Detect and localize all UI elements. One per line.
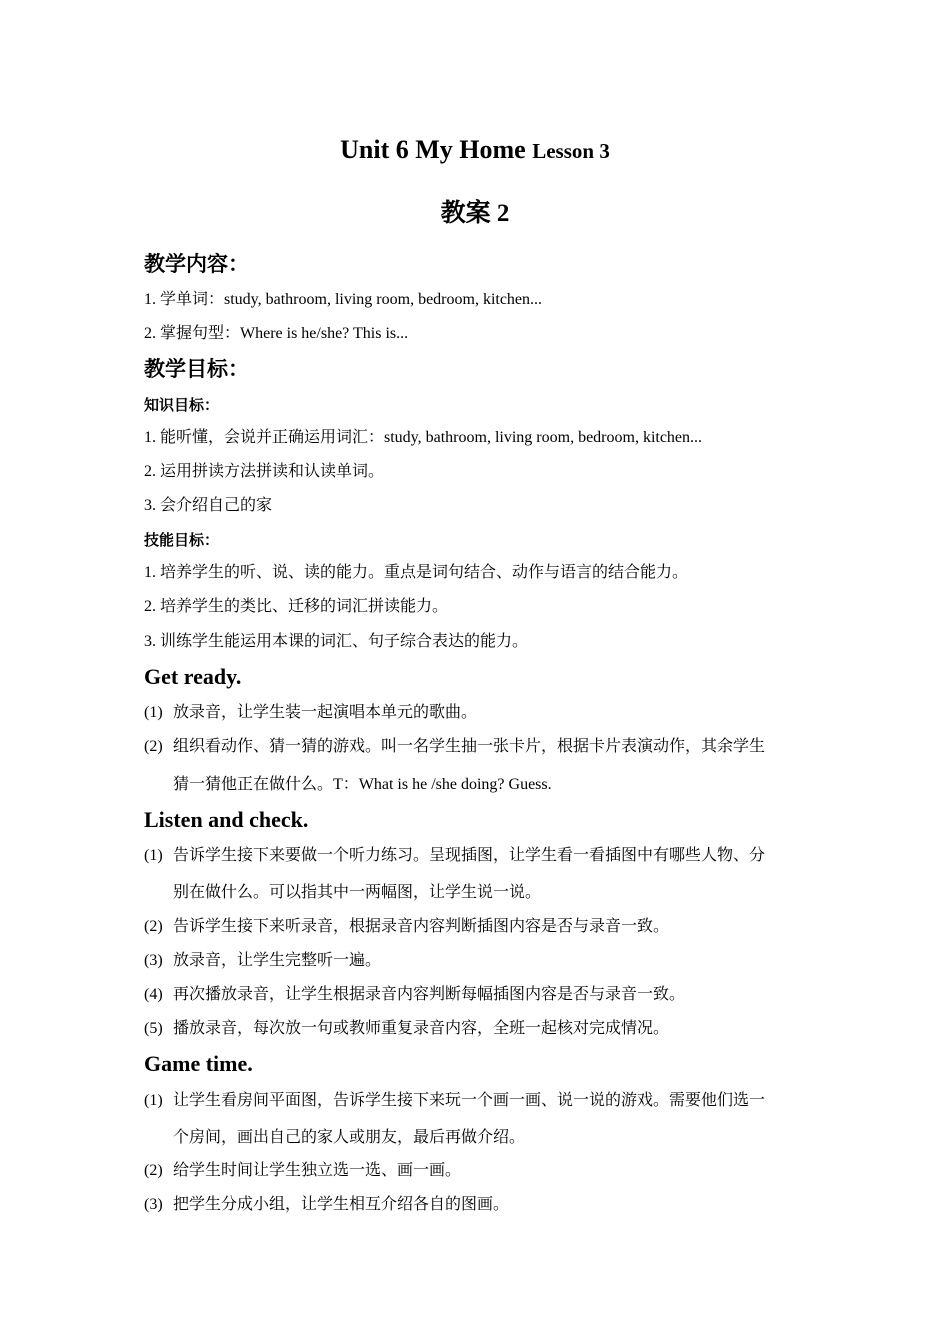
listen-item-5: (5) 播放录音，每次放一句或教师重复录音内容，全班一起核对完成情况。 <box>144 1020 670 1037</box>
knowledge-item-1: 1. 能听懂，会说并正确运用词汇：study, bathroom, living room, bedroom, kitchen... <box>144 429 703 446</box>
subheading-knowledge: 知识目标： <box>144 398 220 414</box>
title-lesson: Lesson 3 <box>532 139 610 163</box>
section-heading-listen: Listen and check. <box>144 807 309 832</box>
get-ready-item-1: (1) 放录音，让学生装一起演唱本单元的歌曲。 <box>144 704 478 721</box>
listen-item-1: (1) 告诉学生接下来要做一个听力练习。呈现插图，让学生看一看插图中有哪些人物、分 <box>144 847 766 864</box>
knowledge-item-2: 2. 运用拼读方法拼读和认读单词。 <box>144 463 385 480</box>
game-item-1: (1) 让学生看房间平面图，告诉学生接下来玩一个画一画、说一说的游戏。需要他们选一 <box>144 1092 766 1109</box>
subheading-skill: 技能目标： <box>144 533 220 549</box>
listen-item-3: (3) 放录音，让学生完整听一遍。 <box>144 952 382 969</box>
content-item-2: 2. 掌握句型：Where is he/she? This is... <box>144 325 409 342</box>
skill-item-3: 3. 训练学生能运用本课的词汇、句子综合表达的能力。 <box>144 633 529 650</box>
document-title <box>144 133 806 168</box>
title-main: Unit 6 My Home <box>340 135 526 164</box>
section-heading-game: Game time. <box>144 1051 253 1076</box>
skill-item-1: 1. 培养学生的听、说、读的能力。重点是词句结合、动作与语言的结合能力。 <box>144 564 689 581</box>
game-item-1-continued: 个房间，画出自己的家人或朋友，最后再做介绍。 <box>173 1129 526 1146</box>
game-item-2: (2) 给学生时间让学生独立选一选、画一画。 <box>144 1162 462 1179</box>
document-subtitle: 教案 2 <box>440 200 510 227</box>
listen-item-1-continued: 别在做什么。可以指其中一两幅图，让学生说一说。 <box>173 884 542 901</box>
get-ready-item-2: (2) 组织看动作、猜一猜的游戏。叫一名学生抽一张卡片，根据卡片表演动作，其余学生 <box>144 738 766 755</box>
game-item-3: (3) 把学生分成小组，让学生相互介绍各自的图画。 <box>144 1196 510 1213</box>
section-heading-content: 教学内容： <box>144 252 249 276</box>
skill-item-2: 2. 培养学生的类比、迁移的词汇拼读能力。 <box>144 598 449 615</box>
listen-item-4: (4) 再次播放录音，让学生根据录音内容判断每幅插图内容是否与录音一致。 <box>144 986 686 1003</box>
content-item-1: 1. 学单词：study, bathroom, living room, bedroom, kitchen... <box>144 291 543 308</box>
listen-item-2: (2) 告诉学生接下来听录音，根据录音内容判断插图内容是否与录音一致。 <box>144 918 670 935</box>
knowledge-item-3: 3. 会介绍自己的家 <box>144 497 273 514</box>
get-ready-item-2-continued: 猜一猜他正在做什么。T：What is he /she doing? Guess. <box>173 776 552 793</box>
section-heading-get-ready: Get ready. <box>144 664 242 689</box>
section-heading-goals: 教学目标： <box>144 357 249 381</box>
